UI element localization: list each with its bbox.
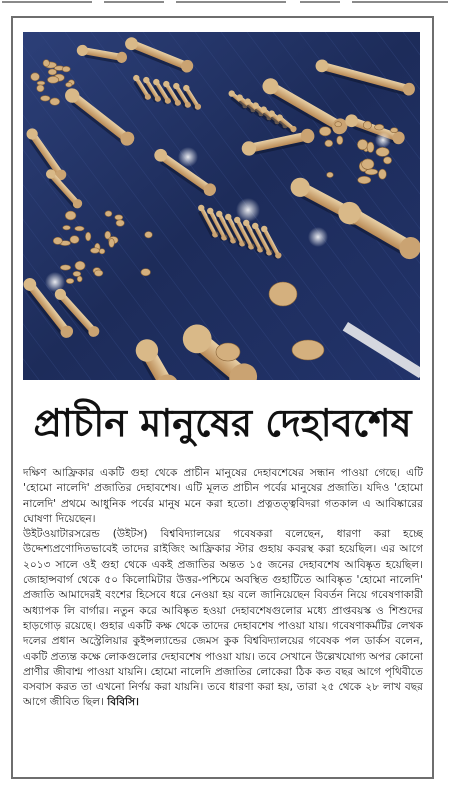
article-body xyxy=(23,466,423,771)
bone-fragment xyxy=(327,172,334,177)
bone-fragment xyxy=(269,282,297,306)
bone-fragment xyxy=(335,122,342,127)
bone-fragment xyxy=(115,215,123,220)
bone-fragment xyxy=(63,225,71,229)
bone-fragment xyxy=(47,76,58,83)
light-spot xyxy=(178,147,198,167)
bone-fragment xyxy=(141,269,150,276)
article-paragraph-1: দক্ষিণ আফ্রিকার একটি গুহা থেকে প্রাচীন মানুষের দেহাবশেষের সন্ধান পাওয়া গেছে। এটি 'হোমো নালেদি' প্রজাতির দেহাবশেষ। এটি মূলত প্রাচীন পর্বের মানুষের প্রজাতি। যদিও 'হোমো নালেদি' প্রথমে আধুনিক পর্বের মানুষ মনে করা হতো। প্রত্নতত্ত্ববিদরা গতকাল এ আবিষ্কারের ঘোষণা দিয়েছেন। xyxy=(23,467,423,525)
article-paragraph-2 xyxy=(23,527,423,711)
bone-fragment xyxy=(116,220,124,226)
bone-fragment xyxy=(357,139,367,149)
article-paragraph-2-text: উইটওয়াটারসরেন্ড (উইটস) বিশ্ববিদ্যালয়ের গবেষকরা বলেছেন, ধারণা করা হচ্ছে উদ্দেশ্যপ্রণোদিতভাবেই তাদের রাইজিং আফ্রিকার স্টার গুহায় কবরস্থ করা হয়েছিল। এর আগে ২০১৩ সালে ওই গুহা থেকে একই প্রজাতির অন্তত ১৫ জনের দেহাবশেষ আবিষ্কৃত হয়েছিল। জোহান্সবার্গ থেকে ৫০ কিলোমিটার উত্তর-পশ্চিমে অবস্থিত গুহাটিতে আবিষ্কৃত 'হোমো নালেদি' প্রজাতি আমাদেরই বংশের হিসেবে ধরে নেওয়া হয় বলে জানিয়েছেন বিবর্তন নিয়ে গবেষণাকারী অধ্যাপক লি বার্গার। নতুন করে আবিষ্কৃত হওয়া দেহাবশেষগুলোর মধ্যে প্রাপ্তবয়স্ক ও শিশুদের হাড়গোড় রয়েছে। গুহার একটি কক্ষ থেকে তাদের দেহাবশেষ পাওয়া যায়। গবেষণাকর্মটির লেখক দলের প্রধান অস্ট্রেলিয়ার কুইন্সল্যান্ডের জেমস কুক বিশ্ববিদ্যালয়ের গবেষক পল ডার্কস বলেন, একটি প্রত্যন্ত কক্ষে লোকগুলোর দেহাবশেষ পাওয়া যায়। তবে সেখানে উল্লেখযোগ্য অপর কোনো প্রাণীর জীবাশ্ম পাওয়া যায়নি। হোমো নালেদি প্রজাতির লোকেরা ঠিক কত বছর আগে পৃথিবীতে বসবাস করত তা এখনো নির্ণয় করা যায়নি। তবে ধারণা করা হয়, তারা ২৫ থেকে ২৮ লাখ বছর আগে জীবিত ছিল। xyxy=(23,528,423,709)
bone-fragment xyxy=(43,60,49,67)
light-spot xyxy=(375,132,391,148)
source-credit: বিবিসি। xyxy=(107,696,139,709)
bone-fragment xyxy=(90,248,99,253)
bone-fragment xyxy=(31,73,40,81)
bone-fragment xyxy=(325,140,333,147)
bone-fragment xyxy=(292,340,324,360)
light-spot xyxy=(45,272,65,292)
bone-fragment xyxy=(75,261,85,270)
light-spot xyxy=(236,198,260,222)
light-spot xyxy=(308,227,328,247)
bone-fragment xyxy=(337,136,343,145)
bone-fragment xyxy=(376,147,389,156)
bone-fragment xyxy=(53,237,62,244)
bone-fragment xyxy=(65,211,76,220)
bone-fragment xyxy=(60,265,70,270)
article-headline: প্রাচীন মানুষের দেহাবশেষ xyxy=(33,401,412,445)
cropped-previous-text-strip xyxy=(0,0,450,7)
bone-fragment xyxy=(40,96,50,102)
bone-fragment xyxy=(362,159,374,169)
bone-fragment xyxy=(37,85,44,92)
bone-fragment xyxy=(367,142,374,152)
bone-fragment xyxy=(358,176,371,183)
bone-fragment xyxy=(390,128,397,133)
bone-fragment xyxy=(77,276,82,282)
bone-fragment xyxy=(109,238,115,247)
bone-fragment xyxy=(62,66,70,72)
bone-fragment xyxy=(70,236,79,244)
bone-fragment xyxy=(105,211,112,217)
bone-fragment xyxy=(383,157,391,164)
bone-fragment xyxy=(85,232,90,241)
article-frame xyxy=(11,16,434,779)
bone-fragment xyxy=(216,343,240,361)
bone-fragment xyxy=(375,124,384,130)
bone-fragment xyxy=(75,226,84,231)
bone-fragment xyxy=(94,270,103,276)
fossil-bones-illustration xyxy=(23,32,420,380)
bone-fragment xyxy=(37,81,45,85)
bone-fragment xyxy=(363,121,371,129)
bone-fragment xyxy=(66,278,74,283)
bone-fragment xyxy=(73,271,81,276)
bone-fragment xyxy=(66,82,73,87)
bone-fragment xyxy=(319,127,331,136)
fossil-bones-photo xyxy=(23,32,420,380)
bone-fragment xyxy=(145,232,153,238)
bone-fragment xyxy=(50,98,60,105)
bone-fragment xyxy=(379,169,387,179)
bone-fragment xyxy=(48,69,56,75)
